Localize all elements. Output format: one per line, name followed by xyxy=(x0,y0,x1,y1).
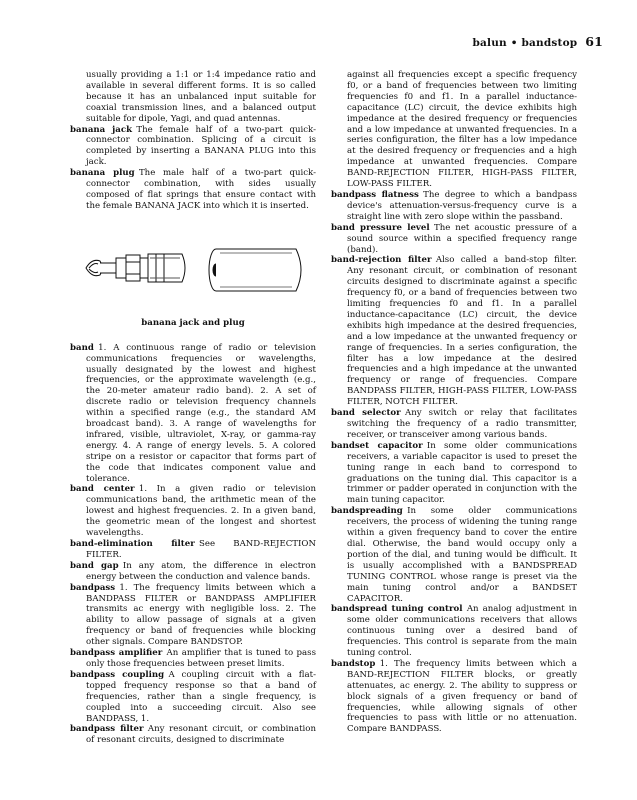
entry-text: 1. The frequency limits between which a BAND-REJECTION FILTER blocks, or greatly attenuates, ac energy. 2. The ability to suppress or block signals of a given frequency or band of frequencies, while allowing signals of other frequencies to pass with little or no attenuation. Compare BANDPASS. xyxy=(347,658,577,735)
dictionary-entry xyxy=(331,190,577,223)
entry-term: bandset capacitor xyxy=(331,440,423,451)
entry-text: 1. The frequency limits between which a BANDPASS FILTER or BANDPASS AMPLIFIER transmits ac energy with negligible loss. 2. The ability to allow passage of signals at a given frequency or band of frequencies while blocking other signals. Compare BANDSTOP. xyxy=(86,582,316,648)
entry-text: Any resonant circuit, or combination of resonant circuits, designed to discriminate xyxy=(86,724,316,746)
entry-list-bottom xyxy=(70,343,316,747)
entry-term: banana jack xyxy=(70,124,133,135)
dictionary-entry xyxy=(331,255,577,408)
entry-text: In some older communications receivers, the process of widening the tuning range within a given frequency band to cover the entire dial. Otherwise, the band would occupy only a portion of the dial, and tuning would be difficult. It is usually accomplished with a BANDSPREAD TUNING CONTROL whose range is preset via the main tuning control and/or a BANDSET CAPACITOR. xyxy=(347,506,577,604)
entry-term: bandpass amplifier xyxy=(70,648,163,659)
jack-body xyxy=(209,249,301,291)
entry-text: The male half of a two-part quick-connector combination, with sides usually composed of flat springs that ensure contact with the female BANANA JACK into which it is inserted. xyxy=(86,168,317,211)
plug-body xyxy=(148,254,185,282)
entry-text: The degree to which a bandpass device's attenuation-versus-frequency curve is a straight line with zero slope within the passband. xyxy=(347,189,577,222)
entry-term: bandspreading xyxy=(331,506,403,517)
dictionary-entry xyxy=(331,604,577,659)
banana-jack-plug-figure xyxy=(70,228,316,314)
entry-continuation xyxy=(70,70,316,125)
entry-text: 1. A continuous range of radio or television communications frequencies or wavelengths, usually designated by the lowest and highest frequencies, or the approximate wavelength (e.g., the 20-meter amateur radio band). 2. A set of discrete radio or television frequency channels within a specified range (e.g., the standard AM broadcast band). 3. A range of wavelengths for infrared, visible, ultraviolet, X-ray, or gamma-ray energy. 4. A range of energy levels. 5. A colored stripe on a resistor or capacitor that forms part of the code that indicates component value and tolerance. xyxy=(86,342,316,484)
entry-text: usually providing a 1:1 or 1:4 impedance ratio and available in several different forms. It is so called because it has an unbalanced input suitable for coaxial transmission lines, and a balanced output suitable for dipole, Yagi, and quad antennas. xyxy=(86,70,316,124)
dictionary-entry xyxy=(70,343,316,485)
running-header xyxy=(472,34,603,49)
entry-text: 1. In a given radio or television communications band, the arithmetic mean of the lowest and highest frequencies. 2. In a given band, the geometric mean of the longest and shortest wavelengths. xyxy=(86,484,316,539)
banana-jack-plug-illustration xyxy=(70,228,316,314)
dictionary-entry xyxy=(70,670,316,725)
dictionary-entry xyxy=(331,659,577,735)
entry-text: In any atom, the difference in electron energy between the conduction and valence bands. xyxy=(86,560,316,582)
entry-term: bandspread tuning control xyxy=(331,604,463,615)
entry-term: bandstop xyxy=(331,658,376,669)
entry-term: bandpass flatness xyxy=(331,189,419,200)
dictionary-entry xyxy=(70,724,316,746)
entry-term: banana plug xyxy=(70,168,135,179)
dictionary-entry xyxy=(70,168,316,212)
right-column xyxy=(331,70,577,735)
running-title: balun • bandstop xyxy=(472,37,578,49)
entry-text: against all frequencies except a specific frequency f0, or a band of frequencies between two limiting frequencies f0 and f1. In a parallel inductance-capacitance (LC) circuit, the device exhibits high impedance at the desired frequency or frequencies and a low impedance at unwanted frequencies. In a series configuration, the filter has a low impedance at the desired frequency or frequencies and a high impedance at unwanted frequencies. Compare BAND-REJECTION FILTER, HIGH-PASS FILTER, LOW-PASS FILTER. xyxy=(347,70,577,190)
entry-text: The net acoustic pressure of a sound source within a specified frequency range (band). xyxy=(347,222,577,255)
dictionary-entry xyxy=(70,561,316,583)
entry-term: bandpass filter xyxy=(70,724,144,735)
entry-term: band-rejection filter xyxy=(331,255,432,266)
entry-text: Any switch or relay that facilitates switching the frequency of a radio transmitter, receiver, or transceiver among various bands. xyxy=(347,408,577,440)
entry-term: band-elimination filter xyxy=(70,539,195,549)
figure-caption: banana jack and plug xyxy=(141,317,245,328)
entry-text: An amplifier that is tuned to pass only those frequencies between preset limits. xyxy=(86,648,316,669)
dictionary-entry xyxy=(70,583,316,648)
entry-continuation xyxy=(331,70,577,190)
left-column xyxy=(70,70,316,746)
dictionary-entry xyxy=(331,223,577,256)
entry-term: band selector xyxy=(331,408,401,419)
dictionary-entry xyxy=(70,539,316,561)
dictionary-entry xyxy=(331,441,577,506)
entry-text: In some older communications receivers, a variable capacitor is used to preset the tuning range in each band to correspond to graduations on the tuning dial. This capacitor is a trimmer or padder operated in conjunction with the main tuning capacitor. xyxy=(347,440,577,506)
entry-list-top xyxy=(70,125,316,212)
entry-term: band xyxy=(70,342,94,353)
entry-text: A coupling circuit with a flat-topped frequency response so that a band of frequencies, rather than a single frequency, is coupled into a succeeding circuit. Also see BANDPASS, 1. xyxy=(86,669,316,724)
dictionary-entry xyxy=(331,506,577,604)
entry-term: band pressure level xyxy=(331,222,430,233)
entry-list xyxy=(331,190,577,735)
entry-text: An analog adjustment in some older communications receivers that allows continuous tuning over a desired band of frequencies. This control is separate from the main tuning control. xyxy=(347,604,578,659)
entry-text: The female half of a two-part quick-connector combination. Splicing of a circuit is completed by inserting a BANANA PLUG into this jack. xyxy=(86,124,316,168)
plug-collar xyxy=(116,255,148,281)
entry-text: See BAND-REJECTION FILTER. xyxy=(86,539,316,560)
dictionary-entry xyxy=(70,484,316,539)
entry-term: band gap xyxy=(70,560,119,571)
entry-term: bandpass coupling xyxy=(70,669,165,680)
entry-text: Also called a band-stop filter. Any resonant circuit, or combination of resonant circuits designed to discriminate against a specific frequency f0, or a band of frequencies between two limiting frequencies f0 and f1. In a parallel inductance-capacitance (LC) circuit, the device exhibits high impedance at the desired frequencies, and a low impedance at the unwanted frequency or range of frequencies. In a series configuration, the filter has a low impedance at the desired frequencies and a high impedance at the unwanted frequency or range of frequencies. Compare BANDPASS FILTER, HIGH-PASS FILTER, LOW-PASS FILTER, NOTCH FILTER. xyxy=(347,255,577,408)
plug-tip xyxy=(86,260,116,275)
entry-term: bandpass xyxy=(70,582,116,593)
dictionary-entry xyxy=(70,648,316,670)
dictionary-entry xyxy=(331,408,577,441)
dictionary-entry xyxy=(70,125,316,169)
entry-term: band center xyxy=(70,484,135,495)
page-number: 61 xyxy=(585,34,603,49)
